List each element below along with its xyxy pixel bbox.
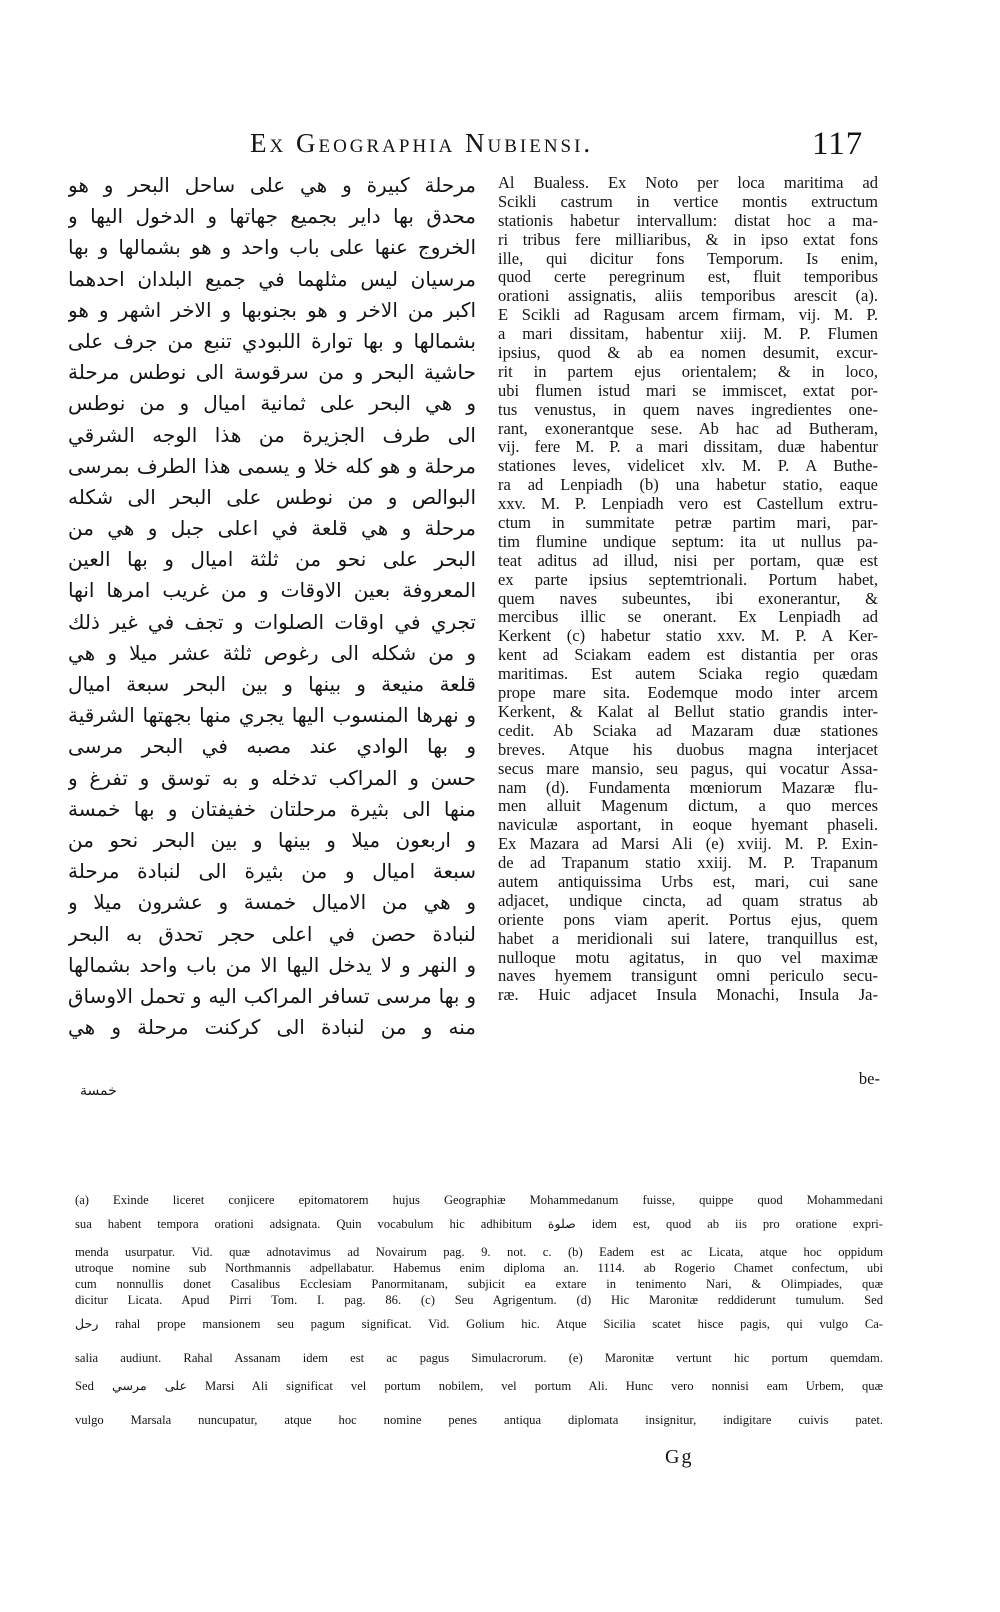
latin-line: E Scikli ad Ragusam arcem firmam, vij. M. P. [498, 306, 878, 325]
latin-line: Al Bualess. Ex Noto per loca maritima ad [498, 174, 878, 192]
latin-line: Ex Mazara ad Marsi Ali (e) xviij. M. P. Exin- [498, 835, 878, 854]
latin-line: vij. fere M. P. a mari dissitam, duæ habentur [498, 438, 878, 457]
arabic-line: البحر على نحو من ثلثة اميال و بها العين [68, 547, 476, 572]
latin-line: stationes leves, videlicet xlv. M. P. A Buthe- [498, 457, 878, 476]
arabic-text-column [68, 170, 476, 1043]
footnote-line: salia audiunt. Rahal Assanam idem est ac pagus Simulacrorum. (e) Maronitæ vertunt hic portum quemdam. [75, 1351, 883, 1365]
arabic-line: منها الى بثيرة مرحلتان خفيفتان و بها خمسة [68, 796, 476, 821]
latin-line: ubi flumen istud mari se immiscet, extat por- [498, 381, 878, 400]
latin-line: mercibus illic se onerant. Ex Lenpiadh ad [498, 608, 878, 627]
footnote-line: Sed على مرسي Marsi Ali significat vel portum nobilem, vel portum Ali. Hunc vero nonnisi eam Urbem, quæ [75, 1379, 883, 1393]
arabic-line: محدق بها داير بجميع جهاتها و الدخول اليها و [68, 204, 476, 229]
arabic-line: و هي البحر على ثمانية اميال و من نوطس [68, 391, 476, 416]
arabic-line: و بها الوادي عند مصبه في البحر مرسى [68, 734, 476, 759]
latin-line: quod certe peregrinum est, fluit temporibus [498, 268, 878, 287]
page-number: 117 [812, 126, 864, 162]
arabic-line: و من شكله الى رغوص ثلثة عشر ميلا و هي [68, 640, 476, 665]
latin-line: ri tribus fere milliaribus, & in ipso extat fons [498, 230, 878, 249]
arabic-line: بشمالها و بها توارة اللبودي تنبع من جرف على [68, 328, 476, 353]
arabic-line: مرحلة و هو كله خلا و يسمى هذا الطرف بمرسى [68, 453, 476, 478]
latin-line: ille, qui dicitur fons Temporum. Is enim, [498, 249, 878, 268]
footnote-line: vulgo Marsala nuncupatur, atque hoc nomine penes antiqua diplomata insignitur, indigitare cuivis patet. [75, 1413, 883, 1427]
latin-line: orationi assignatis, aliis temporibus arescit (a). [498, 287, 878, 306]
arabic-line: مرحلة و هي قلعة في اعلى جبل و هي من [68, 516, 476, 541]
latin-line: kent ad Sciakam eadem est distantia per oras [498, 646, 878, 665]
latin-line: maritimas. Est autem Sciaka regio quædam [498, 665, 878, 684]
latin-line: ræ. Huic adjacet Insula Monachi, Insula Ja- [498, 986, 878, 1005]
latin-text-column [498, 174, 878, 1005]
footnote-line: dicitur Licata. Apud Pirri Tom. I. pag. 86. (c) Seu Agrigentum. (d) Hic Maronitæ reddiderunt tumulum. Sed [75, 1293, 883, 1307]
latin-line: ipsius, quod & ab ea nomen desumit, excur- [498, 344, 878, 363]
arabic-line: الخروج عنها على باب واحد و هو بشمالها و بها [68, 235, 476, 260]
latin-line: ex parte ipsius septemtrionali. Portum habet, [498, 570, 878, 589]
latin-line: cedit. Ab Sciaka ad Mazaram duæ stationes [498, 721, 878, 740]
footnote-line: (a) Exinde liceret conjicere epitomatorem hujus Geographiæ Mohammedanum fuisse, quippe quod Mohammedani [75, 1193, 883, 1207]
latin-line: adjacet, undique cincta, ad quam stratus ab [498, 891, 878, 910]
latin-line: habet a meridionali sui latere, tranquillus est, [498, 929, 878, 948]
latin-catchword: be- [858, 1069, 880, 1088]
latin-line: secus mare mansio, seu pagus, qui vocatur Assa- [498, 759, 878, 778]
latin-line: Kerkent (c) habetur statio xxv. M. P. A Ker- [498, 627, 878, 646]
arabic-line: مرسيان ليس مثلهما في جميع البلدان احدهما [68, 266, 476, 291]
footnote-line: menda usurpatur. Vid. quæ adnotavimus ad Novairum pag. 9. not. c. (b) Eadem est ac Licata, atque hoc oppidum [75, 1245, 883, 1259]
arabic-line: الى طرف الجزيرة من هذا الوجه الشرقي [68, 422, 476, 447]
latin-line: prope mare sita. Eodemque modo inter arcem [498, 684, 878, 703]
arabic-line: و نهرها المنسوب اليها يجري منها بجهتها الشرقية [68, 703, 476, 728]
arabic-line: تجري في اوقات الصلوات و تجف في غير ذلك [68, 609, 476, 634]
latin-line: Kerkent, & Kalat al Bellut statio grandis inter- [498, 702, 878, 721]
arabic-line: و النهر و لا يدخل اليها الا من باب واحد بشمالها [68, 952, 476, 977]
latin-line: de ad Trapanum statio xxiij. M. P. Trapanum [498, 854, 878, 873]
latin-line: xxv. M. P. Lenpiadh vero est Castellum extru- [498, 495, 878, 514]
footnote-line: sua habent tempora orationi adsignata. Quin vocabulum hic adhibitum صلوة idem est, quod ab iis pro oratione expri- [75, 1217, 883, 1231]
arabic-line: حسن و المراكب تدخله و به توسق و تفرغ و [68, 765, 476, 790]
arabic-line: حاشية البحر و من سرقوسة الى نوطس مرحلة [68, 360, 476, 385]
latin-line: ra ad Lenpiadh (b) una habetur statio, eaque [498, 476, 878, 495]
latin-line: rit in partem ejus orientalem; & in loco, [498, 362, 878, 381]
latin-line: tim flumine undique septum: ita ut nullus pa- [498, 532, 878, 551]
latin-line: nam (d). Fundamenta mœniorum Mazaræ flu- [498, 778, 878, 797]
latin-line: breves. Atque his duobus magna interjacet [498, 740, 878, 759]
footnote-line: cum nonnullis donet Casalibus Ecclesiam Panormitanam, subjicit ea extare in tenimento Nari, & Olimpiades, quæ [75, 1277, 883, 1291]
arabic-line: و هي من الاميال خمسة و عشرون ميلا و [68, 890, 476, 915]
latin-line: nulloque motu agitatus, in quo vel maximæ [498, 948, 878, 967]
latin-line: Scikli castrum in vertice montis extructum [498, 192, 878, 211]
arabic-line: لنبادة حصن في اعلى حجر تحدق به البحر [68, 921, 476, 946]
arabic-line: و اربعون ميلا و بينها و بين البحر نحو من [68, 827, 476, 852]
footnote-line: utroque nomine sub Northmannis adpellabatur. Habemus enim diploma an. 1114. ab Rogerio Chamet confectum, ubi [75, 1261, 883, 1275]
latin-line: naviculæ asportant, in eoque hyemant phaseli. [498, 816, 878, 835]
arabic-line: المعروفة بعين الاوقات و من غريب امرها انها [68, 578, 476, 603]
arabic-line: اكبر من الاخر و هو بجنوبها و الاخر اشهر و هو [68, 297, 476, 322]
latin-line: men alluit Magenum dictum, a quo merces [498, 797, 878, 816]
running-title: Ex Geographia Nubiensi. [250, 128, 594, 158]
latin-line: tus venustus, in quem naves ingredientes one- [498, 400, 878, 419]
footnotes [75, 1188, 883, 1432]
latin-line: quem naves subeuntes, ibi exonerantur, & [498, 589, 878, 608]
arabic-line: مرحلة كبيرة و هي على ساحل البحر و هو [68, 173, 476, 197]
arabic-line: البوالص و من نوطس على البحر الى شكله [68, 484, 476, 509]
arabic-line: سبعة اميال و من بثيرة الى لنبادة مرحلة [68, 859, 476, 884]
arabic-line: و بها مرسى تسافر المراكب اليه و تحمل الاوساق [68, 983, 476, 1008]
latin-line: teat aditus ad illud, nisi per portam, quæ est [498, 551, 878, 570]
arabic-line: قلعة منيعة و بينها و بين البحر سبعة اميال [68, 672, 476, 696]
latin-line: rant, exonerantque sese. Ab hac ad Butheram, [498, 419, 878, 438]
arabic-line: منه و من لنبادة الى كركنت مرحلة و هي [68, 1015, 476, 1040]
latin-line: ctum in summitate petræ partim mari, par- [498, 514, 878, 533]
footnote-line: رحل rahal prope mansionem seu pagum significat. Vid. Golium hic. Atque Sicilia scatet hisce pagis, qui vulgo Ca- [75, 1317, 883, 1331]
latin-line: stationis habetur intervallum: distat hoc a ma- [498, 211, 878, 230]
latin-line: oriente pons viam aperit. Portus ejus, quem [498, 910, 878, 929]
arabic-catchword: خمسة [80, 1083, 117, 1099]
latin-line: a mari dissitam, habentur xiij. M. P. Flumen [498, 325, 878, 344]
latin-line: naves hyemem transigunt omni periculo secu- [498, 967, 878, 986]
latin-line: autem antiquissima Urbs est, mari, cui sane [498, 872, 878, 891]
signature-mark: Gg [665, 1446, 694, 1468]
